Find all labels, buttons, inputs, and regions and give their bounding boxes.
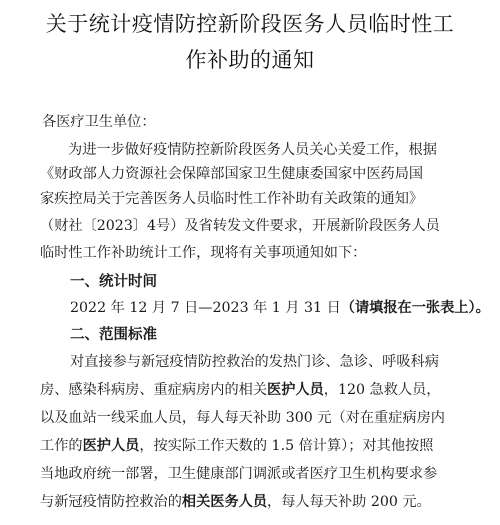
salutation: 各医疗卫生单位： — [42, 114, 156, 130]
document-title-line-2: 作补助的通知 — [185, 48, 315, 72]
document-title-line-1: 关于统计疫情防控新阶段医务人员临时性工 — [45, 12, 455, 36]
scope-emphasis: 医护人员 — [82, 438, 140, 454]
scope-line-6 — [40, 492, 500, 512]
scope-text: 当地政府统一部署，卫生健康部门调派或者医疗卫生机构要求参 — [40, 466, 438, 482]
scope-line-3 — [40, 408, 500, 428]
scope-line-2 — [40, 380, 500, 400]
scope-text: 对直接参与新冠疫情防控救治的发热门诊、急诊、呼吸科病 — [70, 354, 439, 370]
scope-line-5 — [40, 464, 500, 484]
intro-line-3: 家疾控局关于完善医务人员临时性工作补助有关政策的通知》 — [40, 191, 424, 207]
scope-text: 房、感染科病房、重症病房内的相关 — [40, 382, 268, 398]
section-2-heading: 二、范围标准 — [70, 327, 157, 343]
scope-emphasis: 医护人员 — [267, 382, 324, 398]
statistics-period-note: （请填报在一张表上）。 — [340, 300, 490, 316]
scope-line-1 — [70, 352, 500, 372]
scope-text: 工作的 — [40, 438, 83, 454]
scope-text: ，每人每天补助 200 元。 — [267, 494, 431, 510]
scope-text: 与新冠疫情防控救治的 — [40, 494, 182, 510]
scope-text: ，120 急救人员， — [323, 382, 441, 398]
intro-line-1: 为进一步做好疫情防控新阶段医务人员关心关爱工作，根据 — [68, 142, 437, 158]
scope-line-4 — [40, 436, 500, 456]
intro-line-4: （财社〔2023〕4号）及省转发文件要求，开展新阶段医务人员 — [40, 218, 440, 234]
scope-emphasis: 相关医务人员 — [181, 494, 268, 510]
scope-text: 以及血站一线采血人员，每人每天补助 300 元（对在重症病房内 — [40, 410, 445, 426]
statistics-period: 2022 年 12 月 7 日—2023 年 1 月 31 日 — [70, 300, 341, 316]
section-1-heading: 一、统计时间 — [70, 274, 157, 290]
intro-line-5: 临时性工作补助统计工作，现将有关事项通知如下： — [40, 245, 367, 261]
scope-text: ，按实际工作天数的 1.5 倍计算）；对其他按照 — [139, 438, 434, 454]
intro-line-2: 《财政部人力资源社会保障部国家卫生健康委国家中医药局国 — [40, 166, 424, 182]
section-1-text — [70, 298, 500, 318]
